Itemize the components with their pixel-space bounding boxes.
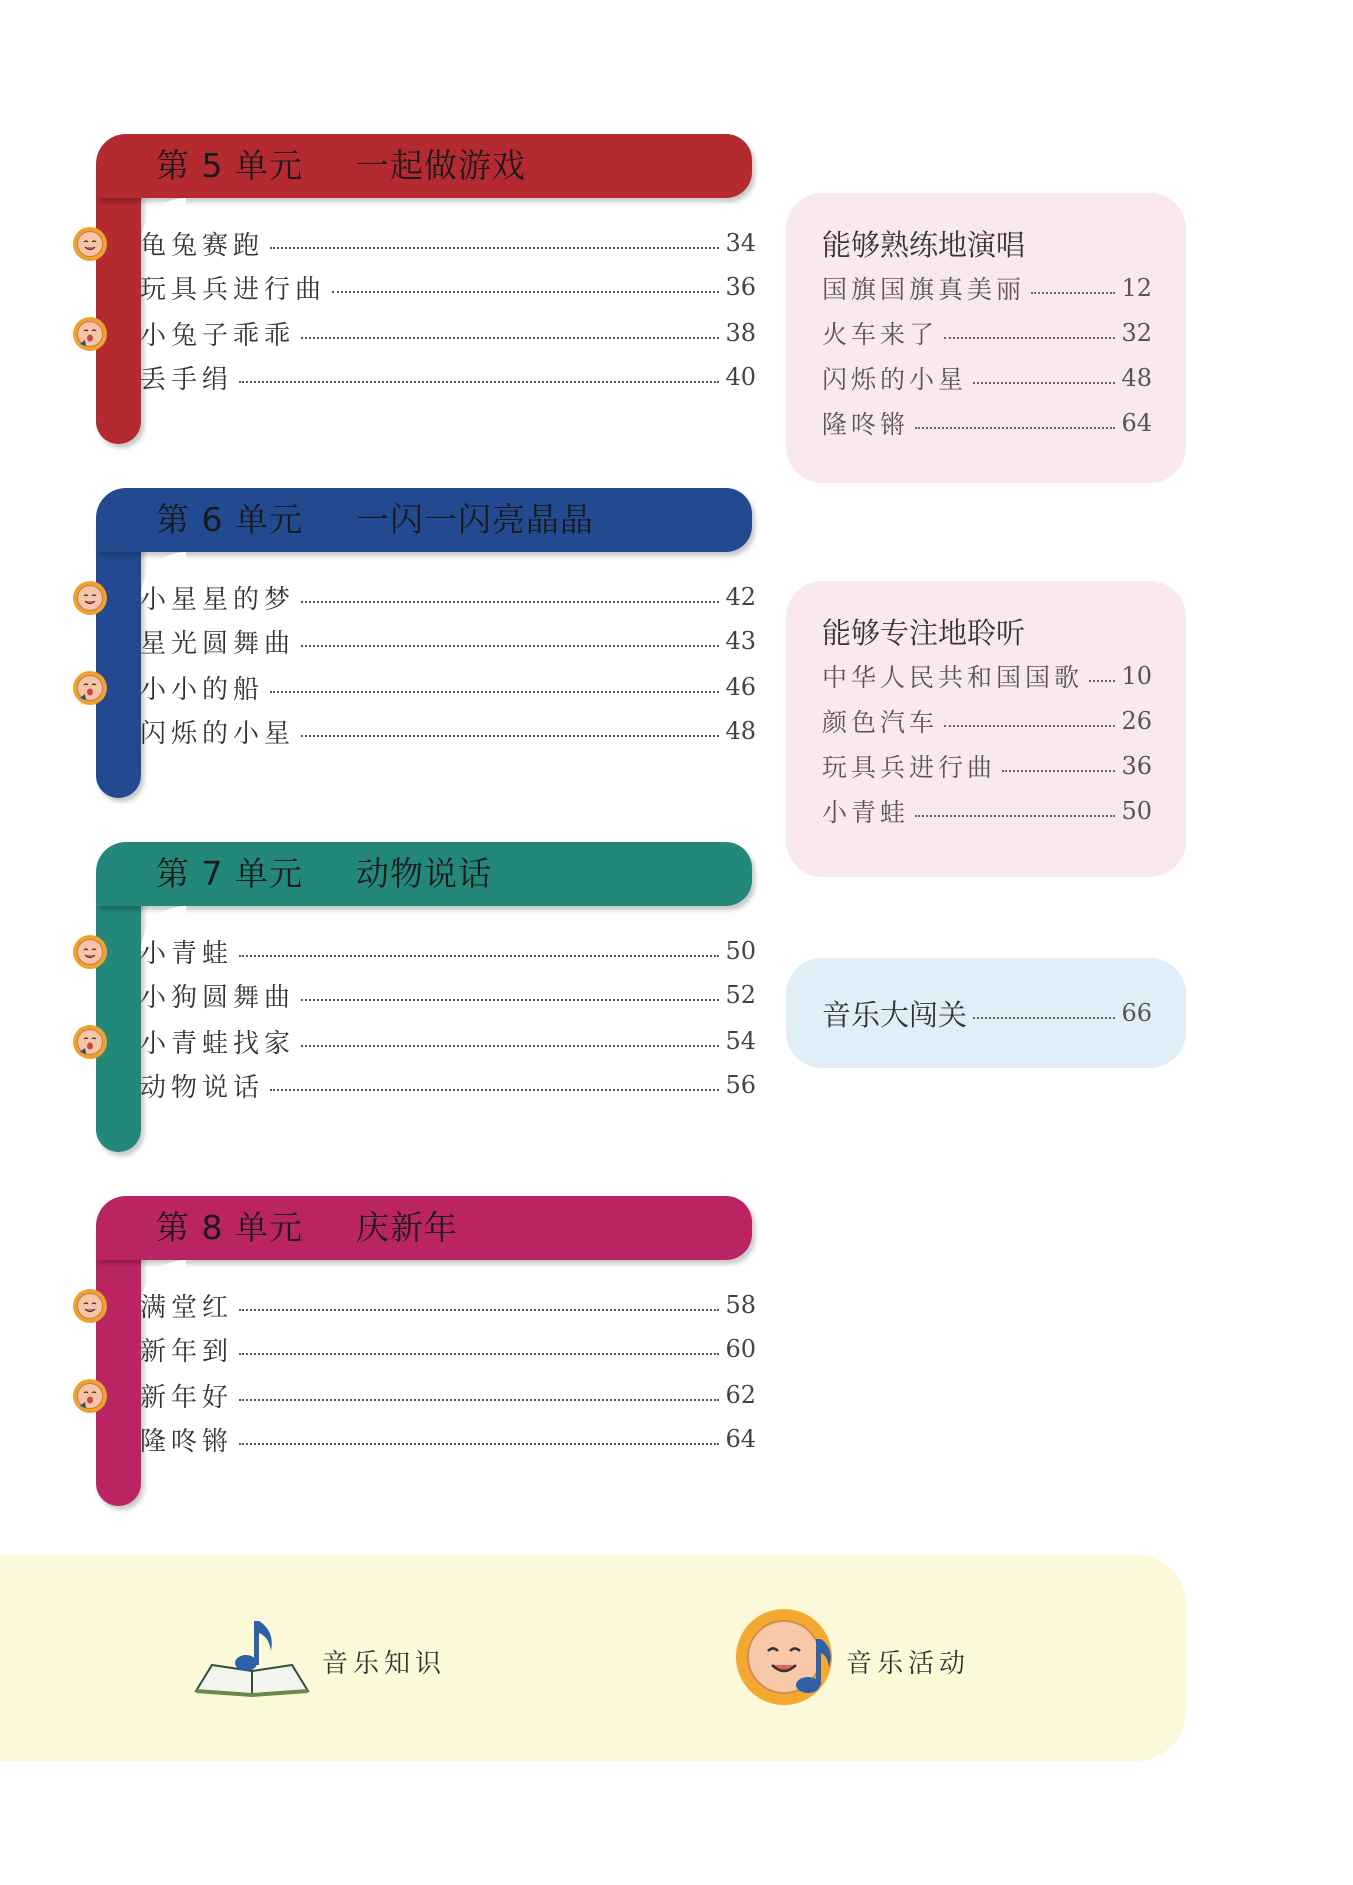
leader-dots bbox=[915, 427, 1115, 429]
entry-title: 丢手绢 bbox=[140, 364, 234, 395]
entry-title: 动物说话 bbox=[140, 1072, 265, 1103]
singing-face-icon bbox=[72, 1024, 108, 1060]
singing-face-icon bbox=[72, 1378, 108, 1414]
entry-page: 50 bbox=[725, 937, 756, 965]
leader-dots bbox=[1089, 680, 1115, 682]
leader-dots bbox=[270, 1089, 719, 1091]
box-entry[interactable] bbox=[822, 358, 1152, 398]
entry-page: 48 bbox=[1121, 364, 1152, 392]
entry-page: 52 bbox=[725, 981, 756, 1009]
box-title: 能够熟练地演唱 bbox=[822, 228, 1026, 262]
unit-label: 第 8 单元 bbox=[156, 1208, 303, 1247]
box-entry[interactable] bbox=[822, 313, 1152, 353]
leader-dots bbox=[270, 691, 719, 693]
leader-dots bbox=[973, 382, 1115, 384]
entry-page: 26 bbox=[1121, 707, 1152, 735]
box-entry[interactable] bbox=[822, 403, 1152, 443]
entry-page: 43 bbox=[725, 627, 756, 655]
entry-page: 42 bbox=[725, 583, 756, 611]
box-title: 能够专注地聆听 bbox=[822, 616, 1026, 650]
box-entry[interactable] bbox=[822, 746, 1152, 786]
unit-7-title bbox=[156, 842, 492, 906]
entry-title: 颜色汽车 bbox=[822, 708, 939, 737]
leader-dots bbox=[239, 1309, 719, 1311]
toc-entry[interactable] bbox=[140, 1419, 756, 1459]
toc-entry[interactable] bbox=[140, 975, 756, 1015]
entry-title: 国旗国旗真美丽 bbox=[822, 275, 1026, 304]
entry-page: 62 bbox=[725, 1381, 756, 1409]
leader-dots bbox=[270, 247, 719, 249]
entry-page: 32 bbox=[1121, 319, 1152, 347]
unit-name: 一闪一闪亮晶晶 bbox=[356, 500, 594, 539]
entry-title: 小狗圆舞曲 bbox=[140, 982, 296, 1013]
toc-entry[interactable] bbox=[140, 1329, 756, 1369]
toc-entry[interactable] bbox=[140, 357, 756, 397]
unit-8-title bbox=[156, 1196, 458, 1260]
leader-dots bbox=[301, 645, 719, 647]
entry-title: 小星星的梦 bbox=[140, 584, 296, 615]
leader-dots bbox=[239, 1399, 719, 1401]
leader-dots bbox=[239, 381, 719, 383]
toc-entry[interactable] bbox=[140, 931, 756, 971]
leader-dots bbox=[239, 1353, 719, 1355]
leader-dots bbox=[332, 291, 719, 293]
music-book-icon bbox=[190, 1615, 316, 1697]
entry-page: 48 bbox=[725, 717, 756, 745]
entry-page: 38 bbox=[725, 319, 756, 347]
entry-title: 满堂红 bbox=[140, 1292, 234, 1323]
leader-dots bbox=[1031, 292, 1115, 294]
unit-6-stem bbox=[96, 518, 141, 798]
entry-page: 64 bbox=[725, 1425, 756, 1453]
entry-page: 12 bbox=[1121, 274, 1152, 302]
entry-title: 闪烁的小星 bbox=[822, 365, 968, 394]
entry-title: 玩具兵进行曲 bbox=[822, 753, 997, 782]
entry-title: 隆咚锵 bbox=[822, 410, 910, 439]
entry-title: 龟兔赛跑 bbox=[140, 230, 265, 261]
sing-skills-box bbox=[786, 193, 1186, 483]
unit-name: 一起做游戏 bbox=[356, 146, 526, 185]
entry-title: 小青蛙 bbox=[140, 938, 234, 969]
leader-dots bbox=[239, 1443, 719, 1445]
singing-face-icon bbox=[72, 670, 108, 706]
icon-legend bbox=[0, 1555, 1186, 1761]
legend-label-activity: 音乐活动 bbox=[846, 1649, 971, 1679]
entry-page: 54 bbox=[725, 1027, 756, 1055]
entry-title: 隆咚锵 bbox=[140, 1426, 234, 1457]
entry-title: 新年好 bbox=[140, 1382, 234, 1413]
toc-entry[interactable] bbox=[140, 223, 756, 263]
sunflower-face-icon bbox=[72, 226, 108, 262]
entry-page: 66 bbox=[1121, 999, 1152, 1027]
unit-5-stem bbox=[96, 164, 141, 444]
entry-page: 34 bbox=[725, 229, 756, 257]
entry-page: 10 bbox=[1121, 662, 1152, 690]
entry-title: 星光圆舞曲 bbox=[140, 628, 296, 659]
leader-dots bbox=[301, 1045, 719, 1047]
box-entry[interactable] bbox=[822, 791, 1152, 831]
box-entry[interactable] bbox=[822, 656, 1152, 696]
entry-title: 小兔子乖乖 bbox=[140, 320, 296, 351]
unit-8-stem bbox=[96, 1226, 141, 1506]
entry-title: 玩具兵进行曲 bbox=[140, 274, 327, 305]
entry-page: 64 bbox=[1121, 409, 1152, 437]
entry-title: 火车来了 bbox=[822, 320, 939, 349]
entry-title: 小小的船 bbox=[140, 674, 265, 705]
toc-entry[interactable] bbox=[140, 1285, 756, 1325]
sunflower-face-icon bbox=[72, 1288, 108, 1324]
box-entry[interactable] bbox=[822, 268, 1152, 308]
sunflower-face-icon bbox=[72, 580, 108, 616]
entry-title: 闪烁的小星 bbox=[140, 718, 296, 749]
entry-page: 36 bbox=[725, 273, 756, 301]
leader-dots bbox=[1002, 770, 1115, 772]
leader-dots bbox=[973, 1017, 1115, 1019]
toc-entry[interactable] bbox=[140, 621, 756, 661]
leader-dots bbox=[301, 735, 719, 737]
unit-7-stem bbox=[96, 872, 141, 1152]
entry-page: 36 bbox=[1121, 752, 1152, 780]
sunflower-face-icon bbox=[72, 934, 108, 970]
toc-entry[interactable] bbox=[140, 1375, 756, 1415]
leader-dots bbox=[301, 337, 719, 339]
box-entry[interactable] bbox=[822, 701, 1152, 741]
listen-skills-box bbox=[786, 581, 1186, 877]
entry-page: 56 bbox=[725, 1071, 756, 1099]
unit-6-title bbox=[156, 488, 594, 552]
unit-5-title bbox=[156, 134, 526, 198]
entry-title: 小青蛙 bbox=[822, 798, 910, 827]
unit-name: 动物说话 bbox=[356, 854, 492, 893]
toc-entry[interactable] bbox=[140, 667, 756, 707]
leader-dots bbox=[944, 337, 1115, 339]
leader-dots bbox=[239, 955, 719, 957]
entry-title: 新年到 bbox=[140, 1336, 234, 1367]
entry-page: 46 bbox=[725, 673, 756, 701]
unit-label: 第 6 单元 bbox=[156, 500, 303, 539]
entry-page: 58 bbox=[725, 1291, 756, 1319]
toc-entry[interactable] bbox=[140, 1021, 756, 1061]
music-challenge-box bbox=[786, 958, 1186, 1068]
entry-page: 50 bbox=[1121, 797, 1152, 825]
leader-dots bbox=[301, 601, 719, 603]
sunflower-music-note-icon bbox=[734, 1605, 838, 1709]
challenge-entry[interactable] bbox=[822, 993, 1152, 1033]
singing-face-icon bbox=[72, 316, 108, 352]
entry-page: 60 bbox=[725, 1335, 756, 1363]
unit-label: 第 7 单元 bbox=[156, 854, 303, 893]
unit-name: 庆新年 bbox=[356, 1208, 458, 1247]
entry-title: 音乐大闯关 bbox=[822, 997, 968, 1032]
toc-entry[interactable] bbox=[140, 267, 756, 307]
leader-dots bbox=[944, 725, 1115, 727]
unit-label: 第 5 单元 bbox=[156, 146, 303, 185]
leader-dots bbox=[301, 999, 719, 1001]
toc-entry[interactable] bbox=[140, 313, 756, 353]
entry-title: 小青蛙找家 bbox=[140, 1028, 296, 1059]
entry-title: 中华人民共和国国歌 bbox=[822, 663, 1084, 692]
leader-dots bbox=[915, 815, 1115, 817]
toc-entry[interactable] bbox=[140, 711, 756, 751]
toc-entry[interactable] bbox=[140, 1065, 756, 1105]
entry-page: 40 bbox=[725, 363, 756, 391]
toc-entry[interactable] bbox=[140, 577, 756, 617]
legend-label-knowledge: 音乐知识 bbox=[322, 1649, 447, 1679]
